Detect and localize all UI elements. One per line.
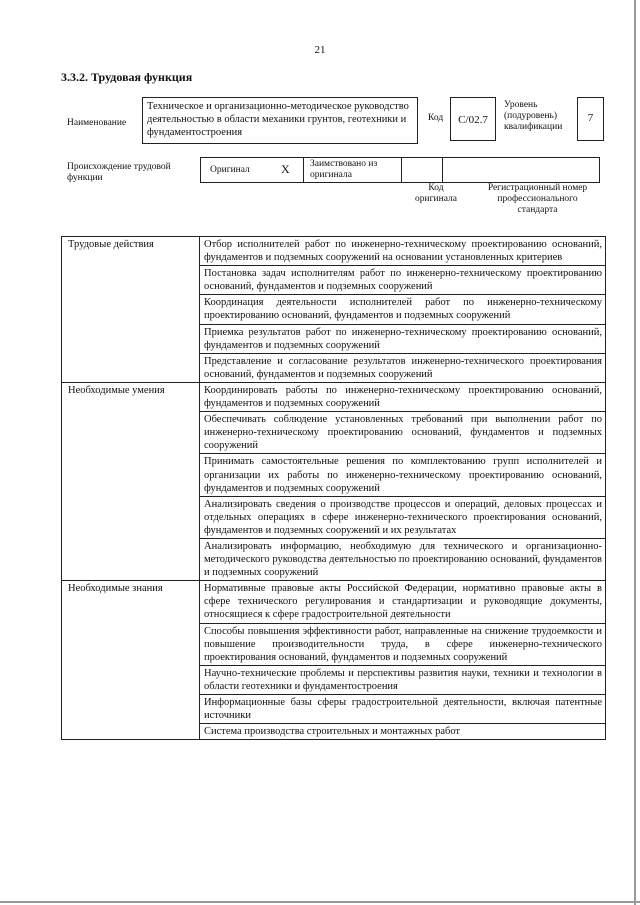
list-item: Обеспечивать соблюдение установленных требований при выполнении работ по инженерно-техническому проектированию оснований, фундаментов и подземных сооружений (200, 412, 606, 454)
list-item: Анализировать информацию, необходимую для технического и организационно-методического руководства деятельностью по проектированию оснований, фундаментов и подземных сооружений (200, 538, 606, 580)
list-item: Анализировать сведения о производстве процессов и операций, деловых процессах и отдельных операциях в сфере инженерно-технического проектирования оснований, фундаментов и подземных сооружений и их результатах (200, 496, 606, 538)
section-title: 3.3.2. Трудовая функция (61, 70, 193, 84)
section-title-knowledge: Необходимые знания (62, 581, 200, 740)
original-mark: X (281, 162, 290, 176)
section-title-actions: Трудовые действия (62, 237, 200, 383)
section-title-skills: Необходимые умения (62, 382, 200, 580)
table-row (62, 382, 606, 411)
list-item: Приемка результатов работ по инженерно-техническому проектированию оснований, фундаментов и подземных сооружений (200, 324, 606, 353)
list-item: Координировать работы по инженерно-техническому проектированию оснований, фундаментов и подземных сооружений (200, 382, 606, 411)
list-item: Координация деятельности исполнителей работ по инженерно-техническому проектированию оснований, фундаментов и подземных сооружений (200, 295, 606, 324)
divider (442, 158, 443, 182)
origin-label: Происхождение трудовой функции (67, 162, 171, 183)
code-label: Код (428, 113, 444, 123)
list-item: Способы повышения эффективности работ, направленные на снижение трудоемкости и повышение производительности труда, в сфере инженерно-технического проектирования оснований, фундаментов и подземных сооружений (200, 623, 606, 665)
list-item: Постановка задач исполнителям работ по инженерно-техническому проектированию оснований, фундаментов и подземных сооружений (200, 266, 606, 295)
scan-edge (0, 901, 640, 903)
list-item: Информационные базы сферы градостроительной деятельности, включая патентные источники (200, 695, 606, 724)
table-row (62, 581, 606, 623)
page-number: 21 (314, 44, 326, 56)
name-label: Наименование (67, 118, 127, 128)
borrowed-label: Заимствовано из оригинала (310, 159, 378, 180)
list-item: Отбор исполнителей работ по инженерно-техническому проектированию оснований, фундаментов и подземных сооружений на основании установленных критериев (200, 237, 606, 266)
list-item: Система производства строительных и монтажных работ (200, 724, 606, 740)
original-label: Оригинал (210, 165, 250, 175)
table-row (62, 237, 606, 266)
function-code: С/02.7 (450, 97, 496, 141)
scan-edge (634, 0, 636, 905)
qualification-level: 7 (577, 97, 604, 141)
function-table (61, 236, 606, 740)
function-name: Техническое и организационно-методическое руководство деятельностью в области механики грунтов, геотехники и фундаментостроения (142, 97, 418, 144)
reg-number-caption: Регистрационный номер профессионального стандарта (487, 183, 588, 215)
code-caption: Код оригинала (415, 183, 457, 204)
origin-table (200, 157, 600, 183)
level-label: Уровень (подуровень) квалификации (504, 100, 563, 132)
list-item: Представление и согласование результатов инженерно-технического проектирования оснований, фундаментов и подземных сооружений (200, 353, 606, 382)
divider (303, 158, 304, 182)
list-item: Научно-технические проблемы и перспективы развития науки, техники и технологии в области геотехники и фундаментостроения (200, 665, 606, 694)
list-item: Нормативные правовые акты Российской Федерации, нормативно правовые акты в сфере технического регулирования и стандартизации и руководящие документы, относящиеся к сфере градостроительной деятельности (200, 581, 606, 623)
list-item: Принимать самостоятельные решения по комплектованию групп исполнителей и организации их работы по инженерно-техническому проектированию оснований, фундаментов и подземных сооружений (200, 454, 606, 496)
divider (401, 158, 402, 182)
